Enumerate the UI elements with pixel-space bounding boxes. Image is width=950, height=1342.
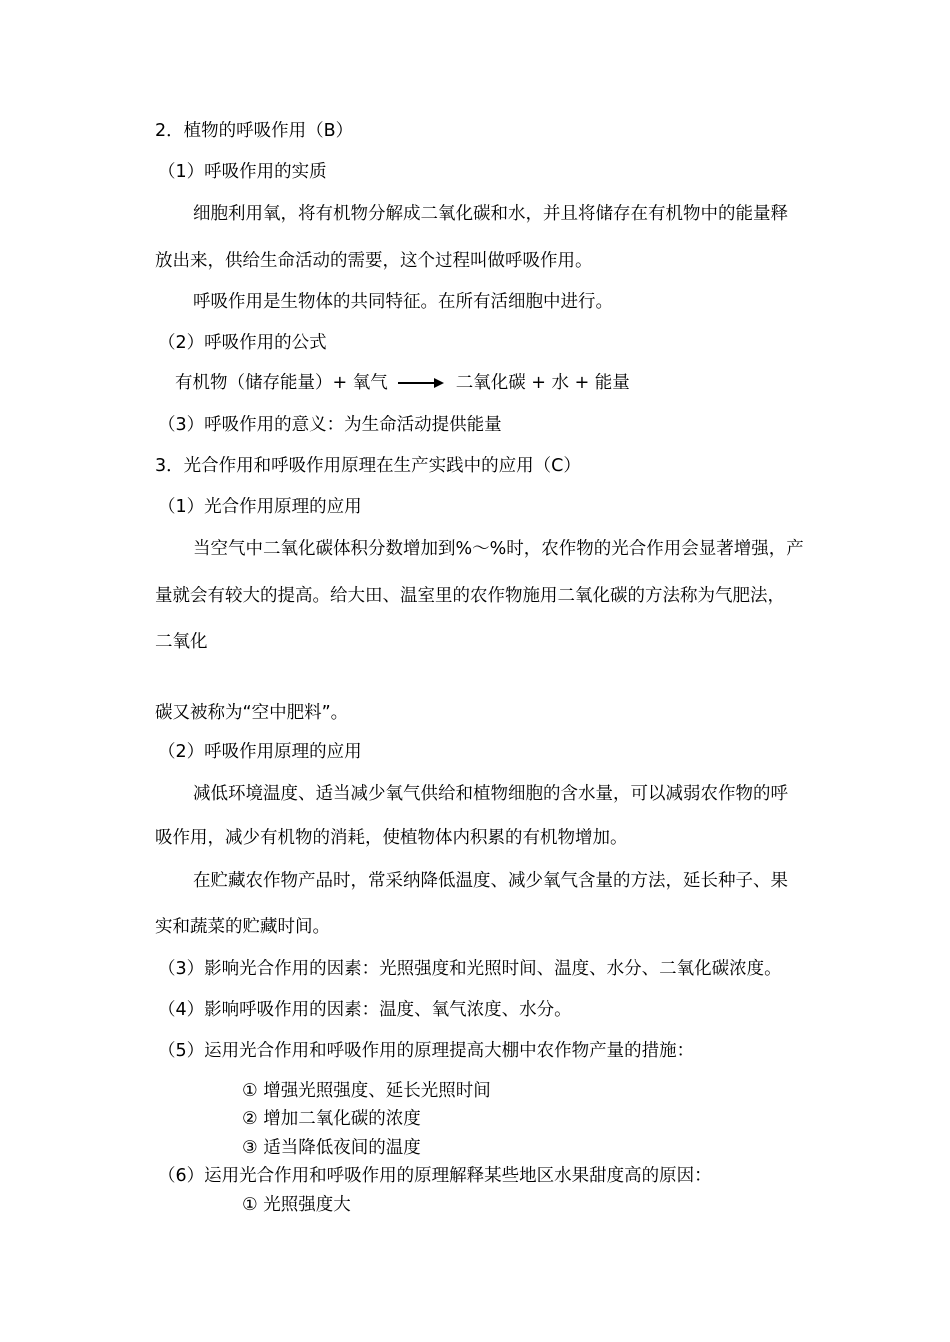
list-item: ③ 适当降低夜间的温度	[242, 1138, 421, 1158]
formula-products: 二氧化碳 + 水 + 能量	[455, 373, 630, 393]
arrow-icon	[398, 372, 444, 394]
section-heading-2: 2．植物的呼吸作用（B）	[155, 121, 354, 141]
paragraph-line: 在贮藏农作物产品时，常采纳降低温度、减少氧气含量的方法，延长种子、果	[193, 871, 788, 891]
respiration-formula	[175, 372, 630, 394]
paragraph-line: 实和蔬菜的贮藏时间。	[155, 917, 330, 937]
subheading-4: （4）影响呼吸作用的因素：温度、氧气浓度、水分。	[158, 1000, 572, 1020]
paragraph-line: 碳又被称为“空中肥料”。	[155, 703, 349, 723]
subheading-2: （2）呼吸作用原理的应用	[158, 742, 362, 762]
subheading-3: （3）呼吸作用的意义：为生命活动提供能量	[158, 415, 502, 435]
paragraph-line: 细胞利用氧，将有机物分解成二氧化碳和水，并且将储存在有机物中的能量释	[193, 204, 788, 224]
subheading-6: （6）运用光合作用和呼吸作用的原理解释某些地区水果甜度高的原因：	[158, 1166, 712, 1186]
subheading-2: （2）呼吸作用的公式	[158, 333, 327, 353]
subheading-1: （1）呼吸作用的实质	[158, 162, 327, 182]
section-heading-3: 3．光合作用和呼吸作用原理在生产实践中的应用（C）	[155, 456, 581, 476]
paragraph-line: 放出来，供给生命活动的需要，这个过程叫做呼吸作用。	[155, 251, 593, 271]
subheading-1: （1）光合作用原理的应用	[158, 497, 362, 517]
paragraph-line: 量就会有较大的提高。给大田、温室里的农作物施用二氧化碳的方法称为气肥法，	[155, 586, 785, 606]
subheading-3: （3）影响光合作用的因素：光照强度和光照时间、温度、水分、二氧化碳浓度。	[158, 959, 782, 979]
formula-reactants: 有机物（储存能量）+ 氧气	[175, 373, 388, 393]
list-item: ① 光照强度大	[242, 1195, 351, 1215]
paragraph-line: 二氧化	[155, 632, 208, 652]
list-item: ② 增加二氧化碳的浓度	[242, 1109, 421, 1129]
list-item: ① 增强光照强度、延长光照时间	[242, 1081, 491, 1101]
subheading-5: （5）运用光合作用和呼吸作用的原理提高大棚中农作物产量的措施：	[158, 1041, 695, 1061]
paragraph-line: 呼吸作用是生物体的共同特征。在所有活细胞中进行。	[193, 292, 613, 312]
paragraph-line: 当空气中二氧化碳体积分数增加到%～%时，农作物的光合作用会显著增强，产	[193, 539, 804, 559]
paragraph-line: 减低环境温度、适当减少氧气供给和植物细胞的含水量，可以减弱农作物的呼	[193, 784, 788, 804]
paragraph-line: 吸作用，减少有机物的消耗，使植物体内积累的有机物增加。	[155, 828, 628, 848]
